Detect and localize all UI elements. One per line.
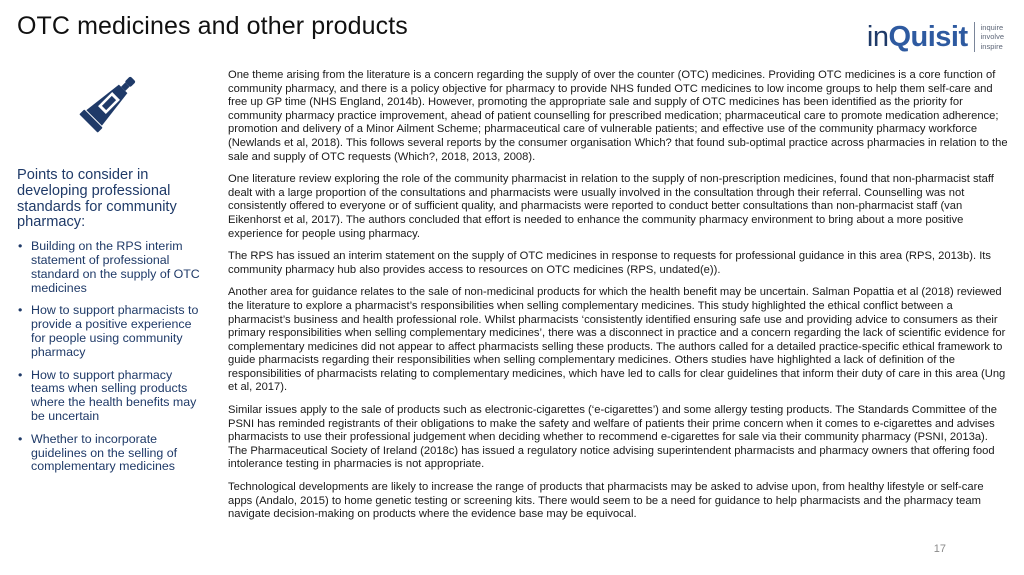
bullet-icon: •: [18, 431, 23, 446]
inquisit-logo: [867, 20, 1004, 54]
considerations-item: [17, 304, 207, 359]
logo-tagline-line: inquire: [980, 22, 1004, 32]
bullet-icon: •: [18, 303, 23, 318]
logo-tagline-line: involve: [980, 32, 1004, 42]
bullet-icon: •: [18, 239, 23, 254]
logo-wordmark: [866, 20, 968, 53]
logo-tagline-line: inspire: [980, 41, 1003, 51]
considerations-item-text: Whether to incorporate guidelines on the selling of complementary medicines: [31, 431, 178, 474]
page-title: OTC medicines and other products: [17, 12, 408, 40]
body-paragraph: One literature review exploring the role of the community pharmacist in relation to the supply of non-prescription medicines, found that non-pharmacist staff dealt with a large proportion of the consultations and pharmacists were usually involved in the consultation through their referral. Counselling was not consistently offered to everyone or of sufficient quality, and pharmacists were reported to conduct better consultations than non-pharmacist staff (van Eikenhorst et al, 2017). The authors concluded that effort is needed to enhance the community pharmacy environment to bring about a more positive experience for people using pharmacy.: [228, 173, 994, 240]
considerations-list: [17, 240, 207, 474]
considerations-item-text: How to support pharmacy teams when selling products where the health benefits may be uncertain: [31, 367, 197, 423]
considerations-panel: [17, 168, 207, 483]
page-number: 17: [933, 543, 946, 555]
considerations-item: [17, 433, 207, 474]
bullet-icon: •: [18, 367, 23, 382]
considerations-item: [17, 369, 207, 424]
body-paragraph: Technological developments are likely to increase the range of products that pharmacists may be asked to advise upon, from healthy lifestyle or self-care apps (Andalo, 2015) to home genetic testing or screening kits. There would seem to be a need for guidance to help pharmacists and the pharmacy team navigate decision-making on products where the evidence base may be equivocal.: [228, 481, 984, 521]
body-paragraph: One theme arising from the literature is a concern regarding the supply of over the counter (OTC) medicines. Providing OTC medicines is a core function of community pharmacy, and there is a policy objective for pharmacy to provide NHS funded OTC medicines to low income groups to help them self-care and free up GP time (NHS England, 2014b). However, promoting the appropriate sale and supply of OTC medicines has been identified as the priority for community pharmacy practice improvement, ahead of patient counselling for prescribed medication; pharmaceutical care to promote medication adherence; promotion and delivery of a Minor Ailment Scheme; pharmaceutical care of vulnerable patients; and effective use of the community pharmacy workforce (Newlands et al, 2018). This follows several reports by the consumer organisation Which? that found sub-optimal practice across pharmacies in relation to the sale and supply of OTC requests (Which?, 2018, 2013, 2008).: [228, 69, 1008, 163]
body-paragraph: The RPS has issued an interim statement on the supply of OTC medicines in response to requests for professional guidance in this area (RPS, 2013b). Its community pharmacy hub also provides access to resources on OTC medicines (RPS, undated(e)).: [228, 250, 992, 276]
body-paragraph: Similar issues apply to the sale of products such as electronic-cigarettes (‘e-cigarettes’) and some allergy testing products. The Standards Committee of the PSNI has reminded registrants of their obligations to make the safety and welfare of patients their prime concern when it comes to e-cigarettes and advises pharmacists to use their professional judgement when deciding whether to recommend e-cigarettes for sale via their community pharmacy (PSNI, 2013a). The Pharmaceutical Society of Ireland (2018c) has issued a regulatory notice advising superintendent pharmacists and pharmacy owners that offering food intolerance testing in pharmacies is not appropriate.: [228, 404, 997, 471]
logo-tagline: [981, 23, 1004, 52]
ointment-tube-icon: [74, 70, 144, 136]
logo-divider: [974, 22, 975, 52]
considerations-item: [17, 240, 207, 295]
body-text: [228, 69, 1008, 531]
considerations-heading: Points to consider in developing professional standards for community pharmacy:: [17, 167, 177, 231]
considerations-item-text: How to support pharmacists to provide a positive experience for people using community pharmacy: [31, 303, 199, 359]
logo-word-suffix: Quisit: [888, 20, 968, 53]
logo-word-prefix: in: [866, 20, 889, 53]
body-paragraph: Another area for guidance relates to the sale of non-medicinal products for which the health benefit may be uncertain. Salman Popattia et al (2018) reviewed the literature to explore a pharmacist’s responsibilities when selling complementary medicines. This study highlighted the ethical conflict between a pharmacist’s business and health professional role. Whilst pharmacists ‘consistently identified ensuring safe use and providing advice to consumers as their primary responsibilities when selling complementary medicines’, there was a disconnect in practice and a concern regarding the lack of scientific evidence for complementary medicines did not appear to affect pharmacists selling these products. The authors called for a detailed practice-specific ethical framework to guide pharmacists regarding their responsibilities when selling complementary medicines. Others studies have highlighted a lack of definition of the responsibilities of pharmacists relating to complementary medicines, which have led to calls for clear guidelines that inform their duty of care in this area (Ung et al, 2017).: [228, 286, 1006, 394]
considerations-item-text: Building on the RPS interim statement of professional standard on the supply of OTC medicines: [31, 239, 200, 295]
